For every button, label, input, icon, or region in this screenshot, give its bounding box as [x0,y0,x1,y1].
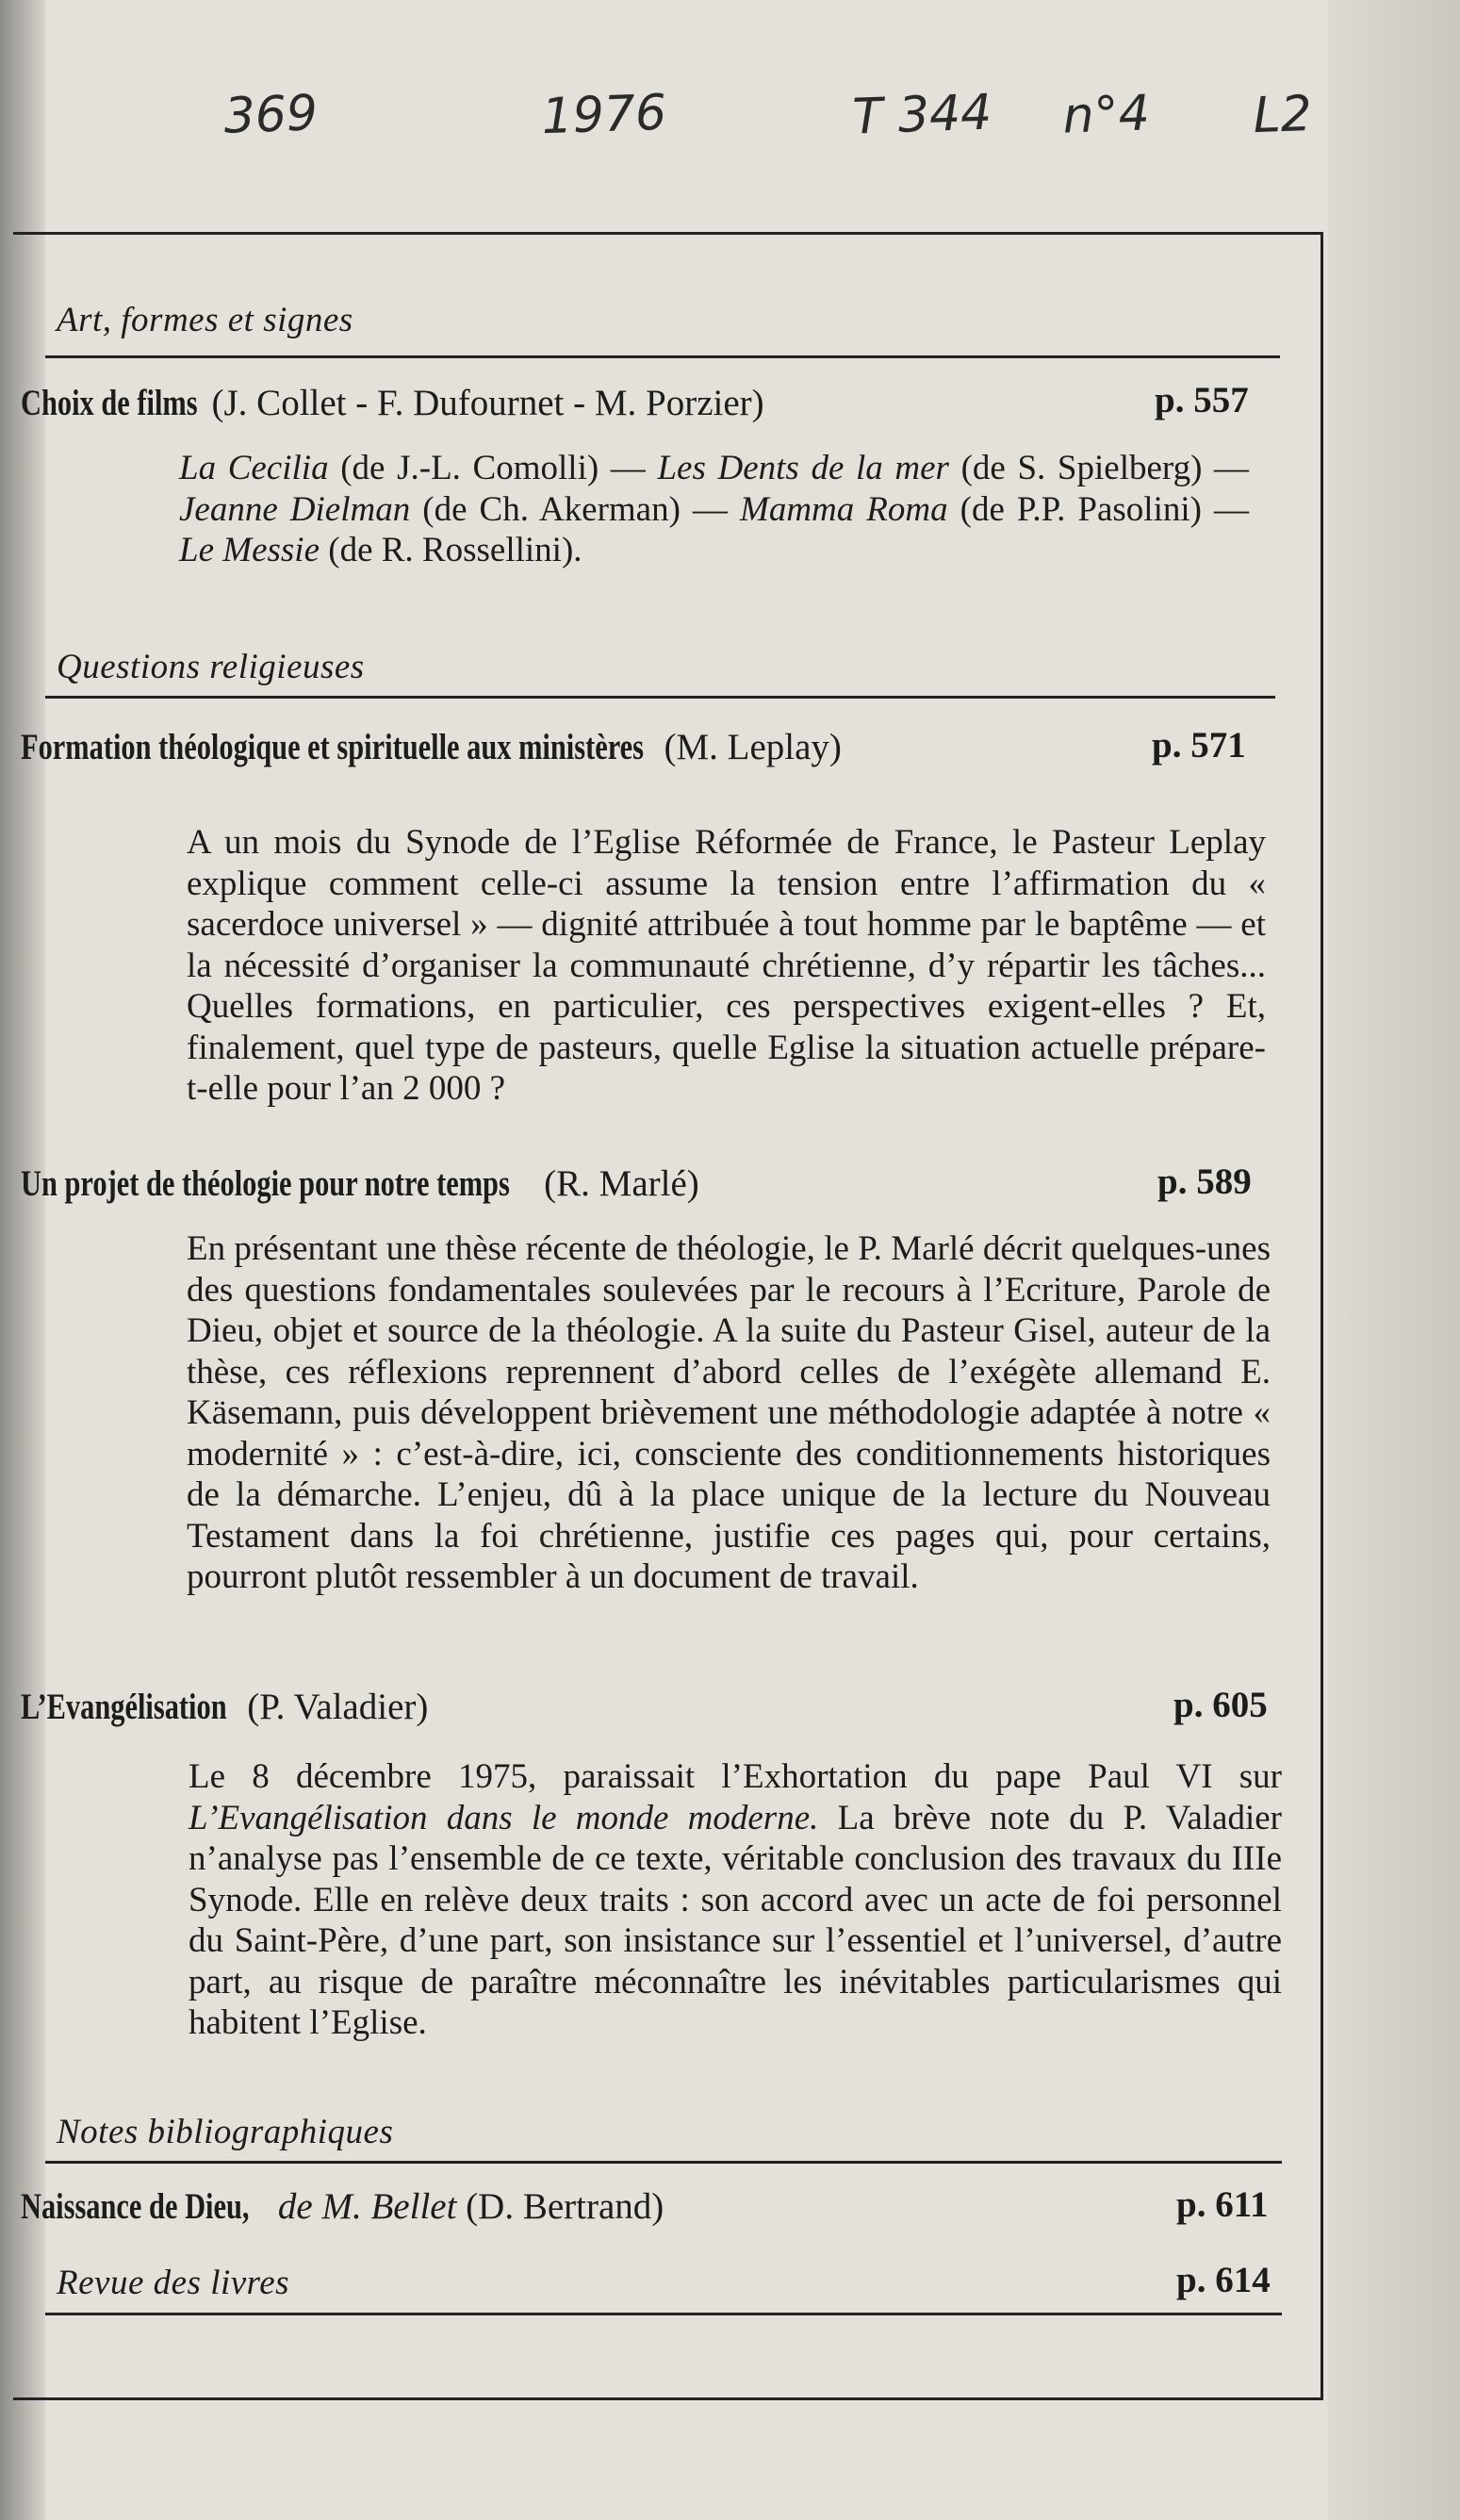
films-list [179,448,1249,571]
film-credit: (de Ch. Akerman) — [422,489,728,529]
entry-title-films [21,382,764,424]
entry-book-naissance: de M. Bellet [277,2186,457,2227]
film-title: Jeanne Dielman [179,489,411,529]
entry-lead-films: Choix de films [21,383,198,423]
entry-lead-evangelisation: L’Evangélisation [21,1687,227,1727]
revue-des-livres-label: Revue des livres [57,2264,290,2302]
summary-text: La brève note du P. Valadier n’analyse pas l’ensemble de ce texte, véritable conclusion des travaux du IIIe Synode. Elle en relève deux traits : son accord avec un acte de foi personnel du Saint-Père, d’une part, son insistance sur l’essentiel et l’universel, d’autre part, au risque de paraître méconnaître les inévitables particularismes qui habitent l’Eglise. [189,1798,1283,2042]
page-ref-naissance: p. 611 [1176,2184,1269,2225]
page-edge-shadow [1328,0,1460,2520]
section-heading-art: Art, formes et signes [57,301,353,339]
section-heading-notes: Notes bibliographiques [57,2113,394,2151]
section-rule [45,2313,1282,2315]
summary-formation: A un mois du Synode de l’Eglise Réformée de France, le Pasteur Leplay explique comment celle-ci assume la tension entre l’affirmation du « sacerdoce universel » — dignité attribuée à tout homme par le baptême — et la nécessité d’organiser la communauté chrétienne, d’y répartir les tâches... Quelles formations, en particulier, ces perspectives exigent-elles ? Et, finalement, quel type de pasteurs, quelle Eglise la situation actuelle prépare-t-elle pour l’an 2 000 ? [187,823,1266,1108]
section-rule [45,696,1275,699]
entry-authors-formation: (M. Leplay) [664,727,842,767]
entry-title-naissance [21,2185,664,2228]
page-ref-evangelisation: p. 605 [1173,1685,1268,1725]
entry-authors-evangelisation: (P. Valadier) [247,1687,429,1727]
entry-lead-formation: Formation théologique et spirituelle aux ministères [21,727,645,767]
summary-evangelisation [189,1756,1282,2044]
film-title: Le Messie [179,531,320,569]
page-ref-projet: p. 589 [1157,1161,1252,1202]
handwritten-note-3: T 344 [851,84,993,146]
page-ref-films: p. 557 [1155,380,1249,420]
handwritten-note-4: n°4 [1061,85,1151,145]
page-ref-formation: p. 571 [1152,725,1246,766]
entry-title-formation [21,726,842,768]
film-credit: (de J.-L. Comolli) — [340,449,646,487]
handwritten-note-2: 1976 [540,84,668,146]
summary-projet: En présentant une thèse récente de théologie, le P. Marlé décrit quelques-unes des questions fondamentales soulevées par le recours à l’Ecriture, Parole de Dieu, objet et source de la théologie. A la suite du Pasteur Gisel, auteur de la thèse, ces réflexions reprennent d’abord celles de l’exégète allemand E. Käsemann, puis développent brièvement une méthodologie adaptée à notre « modernité » : c’est-à-dire, ici, consciente des conditionnements historiques de la démarche. L’enjeu, dû à la place unique de la lecture du Nouveau Testament dans la foi chrétienne, justifie ces pages qui, pour certains, pourront plutôt ressembler à un document de travail. [187,1229,1271,1596]
entry-authors-films: (J. Collet - F. Dufournet - M. Porzier) [211,383,764,423]
entry-authors-projet: (R. Marlé) [544,1163,699,1204]
entry-lead-projet: Un projet de théologie pour notre temps [21,1163,510,1204]
film-title: La Cecilia [179,449,329,487]
summary-text: Le 8 décembre 1975, paraissait l’Exhortation du pape Paul VI sur [189,1757,1282,1796]
document-title: L’Evangélisation dans le monde moderne. [189,1798,819,1837]
film-title: Mamma Roma [740,489,948,529]
entry-title-projet [21,1162,699,1205]
handwritten-note-1: 369 [222,85,319,145]
film-credit: (de P.P. Pasolini) — [960,489,1249,529]
entry-lead-naissance: Naissance de Dieu, [21,2186,250,2227]
entry-title-evangelisation [21,1686,428,1728]
film-title: Les Dents de la mer [657,449,949,487]
page-ref-revue: p. 614 [1176,2260,1271,2300]
film-credit: (de R. Rossellini). [328,531,582,569]
entry-authors-naissance: (D. Bertrand) [466,2186,664,2227]
section-rule [45,2161,1282,2164]
section-rule [45,355,1280,358]
handwritten-note-5: L2 [1252,85,1313,145]
film-credit: (de S. Spielberg) — [960,449,1250,487]
section-heading-religion: Questions religieuses [57,648,365,686]
